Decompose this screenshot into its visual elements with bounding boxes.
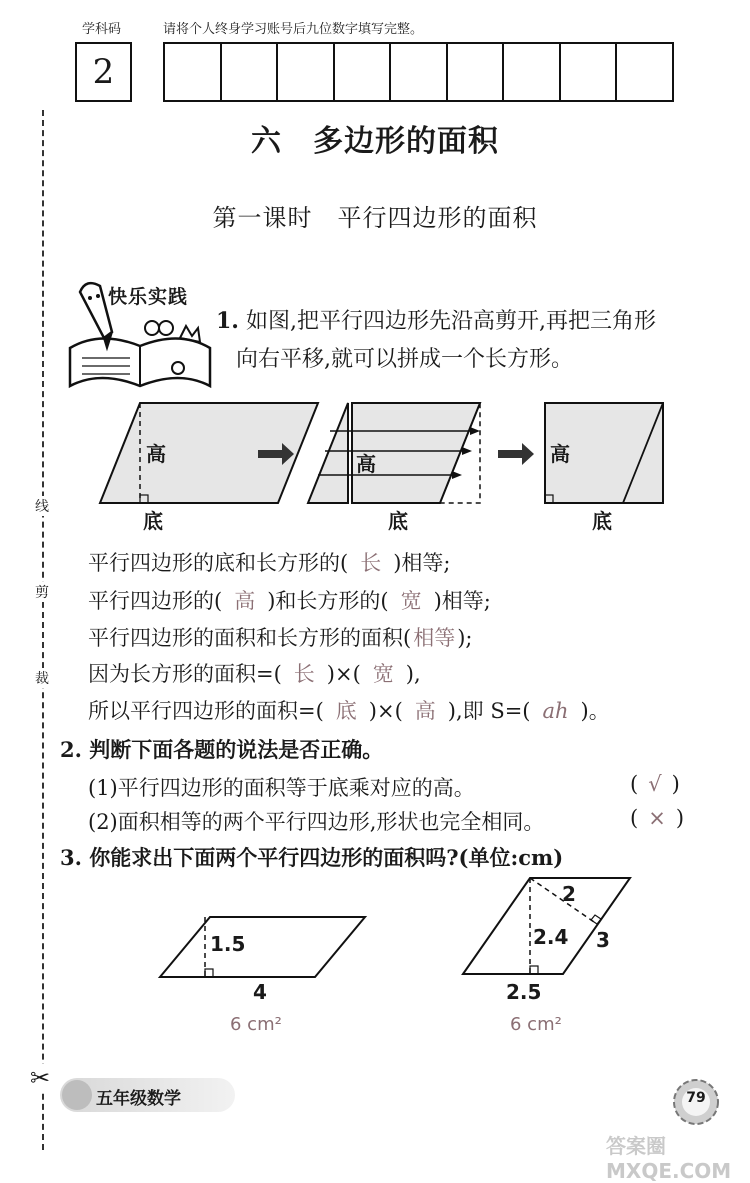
text: )和长方形的(: [267, 589, 389, 613]
q2-title: 2. 判断下面各题的说法是否正确。: [60, 737, 384, 762]
scissors-icon: ✂: [30, 1064, 51, 1092]
text: 平行四边形的底和长方形的(: [88, 551, 349, 575]
q3-fig2-base1: 2.5: [506, 980, 542, 1004]
q1-line1: [88, 547, 450, 577]
fig-c-base-label: 底: [592, 509, 612, 533]
cut-char-line: 线: [30, 496, 54, 516]
lesson-title: 第一课时 平行四边形的面积: [212, 204, 538, 232]
text: );: [457, 626, 473, 650]
q2-item2-answer-box: ( × ): [630, 806, 685, 830]
digit-box[interactable]: [220, 42, 279, 102]
footer-book-title: 五年级数学: [96, 1089, 181, 1109]
q2-item1: (1)平行四边形的面积等于底乘对应的高。: [88, 776, 475, 800]
answer: 宽: [400, 589, 422, 613]
text: )。: [580, 699, 610, 723]
account-instruction: 请将个人终身学习账号后九位数字填写完整。: [163, 22, 424, 37]
q3-fig2-height2: 2: [562, 882, 576, 906]
answer: 高: [414, 699, 436, 723]
text: 因为长方形的面积=(: [88, 662, 282, 686]
answer: 宽: [372, 662, 394, 686]
fig-c-height-label: 高: [550, 442, 570, 466]
digit-box[interactable]: [502, 42, 561, 102]
text: ),: [405, 662, 421, 686]
digit-box[interactable]: [446, 42, 505, 102]
digit-box[interactable]: [276, 42, 335, 102]
answer: ×: [648, 806, 666, 830]
q1-line2: [88, 585, 491, 615]
q3-fig1-height: 1.5: [210, 932, 246, 956]
q2-item2: (2)面积相等的两个平行四边形,形状也完全相同。: [88, 810, 545, 834]
practice-badge: 快乐实践: [108, 286, 189, 308]
answer: 长: [293, 662, 315, 686]
subject-code-label: 学科码: [82, 22, 122, 37]
chapter-title: 六 多边形的面积: [251, 124, 499, 159]
q3-fig1: [150, 905, 380, 990]
answer: 长: [360, 551, 382, 575]
digit-box[interactable]: [615, 42, 674, 102]
cut-line: [42, 110, 44, 1150]
q1-text-line1: [216, 304, 656, 335]
account-digit-boxes: [163, 42, 674, 102]
text: )×(: [326, 662, 361, 686]
q1-text: 如图,把平行四边形先沿高剪开,再把三角形: [245, 309, 656, 334]
q3-fig1-answer: 6 cm²: [230, 1014, 282, 1035]
q1-number: 1.: [216, 308, 239, 334]
digit-box[interactable]: [163, 42, 222, 102]
text: 所以平行四边形的面积=(: [88, 699, 324, 723]
text: 平行四边形的面积和长方形的面积(: [88, 626, 412, 650]
text: ),即 S=(: [447, 699, 531, 723]
fig-b-height-label: 高: [356, 452, 376, 476]
answer: 底: [335, 699, 357, 723]
text: )×(: [368, 699, 403, 723]
cut-char-trim: 裁: [30, 668, 54, 688]
q3-fig2-answer: 6 cm²: [510, 1014, 562, 1035]
digit-box[interactable]: [333, 42, 392, 102]
text: )相等;: [393, 551, 451, 575]
fig-a-base-label: 底: [143, 509, 163, 533]
fig-a-height-label: 高: [146, 442, 166, 466]
q3-fig1-base: 4: [253, 980, 267, 1004]
flower-icon: [62, 1080, 92, 1110]
digit-box[interactable]: [389, 42, 448, 102]
answer: 相等: [413, 626, 456, 650]
digit-box[interactable]: [559, 42, 618, 102]
fig-b-base-label: 底: [388, 509, 408, 533]
cut-char-cut: 剪: [30, 582, 54, 602]
answer: √: [648, 772, 662, 796]
q2-item1-answer-box: ( √ ): [630, 772, 680, 796]
q1-line3: [88, 622, 472, 652]
answer: 高: [234, 589, 256, 613]
q1-line5: [88, 695, 610, 725]
q3-fig2-height1: 2.4: [533, 925, 569, 949]
watermark: 答案圈 MXQE.COM: [606, 1134, 732, 1183]
q3-title: 3. 你能求出下面两个平行四边形的面积吗?(单位:cm): [60, 845, 564, 870]
text: 平行四边形的(: [88, 589, 223, 613]
answer: ah: [542, 699, 569, 723]
q1-text-line2: 向右平移,就可以拼成一个长方形。: [236, 347, 573, 372]
subject-code-box: 2: [75, 42, 132, 102]
page-number: 79: [686, 1090, 706, 1106]
q3-fig2-base2: 3: [596, 928, 610, 952]
text: )相等;: [433, 589, 491, 613]
q1-line4: [88, 658, 421, 688]
